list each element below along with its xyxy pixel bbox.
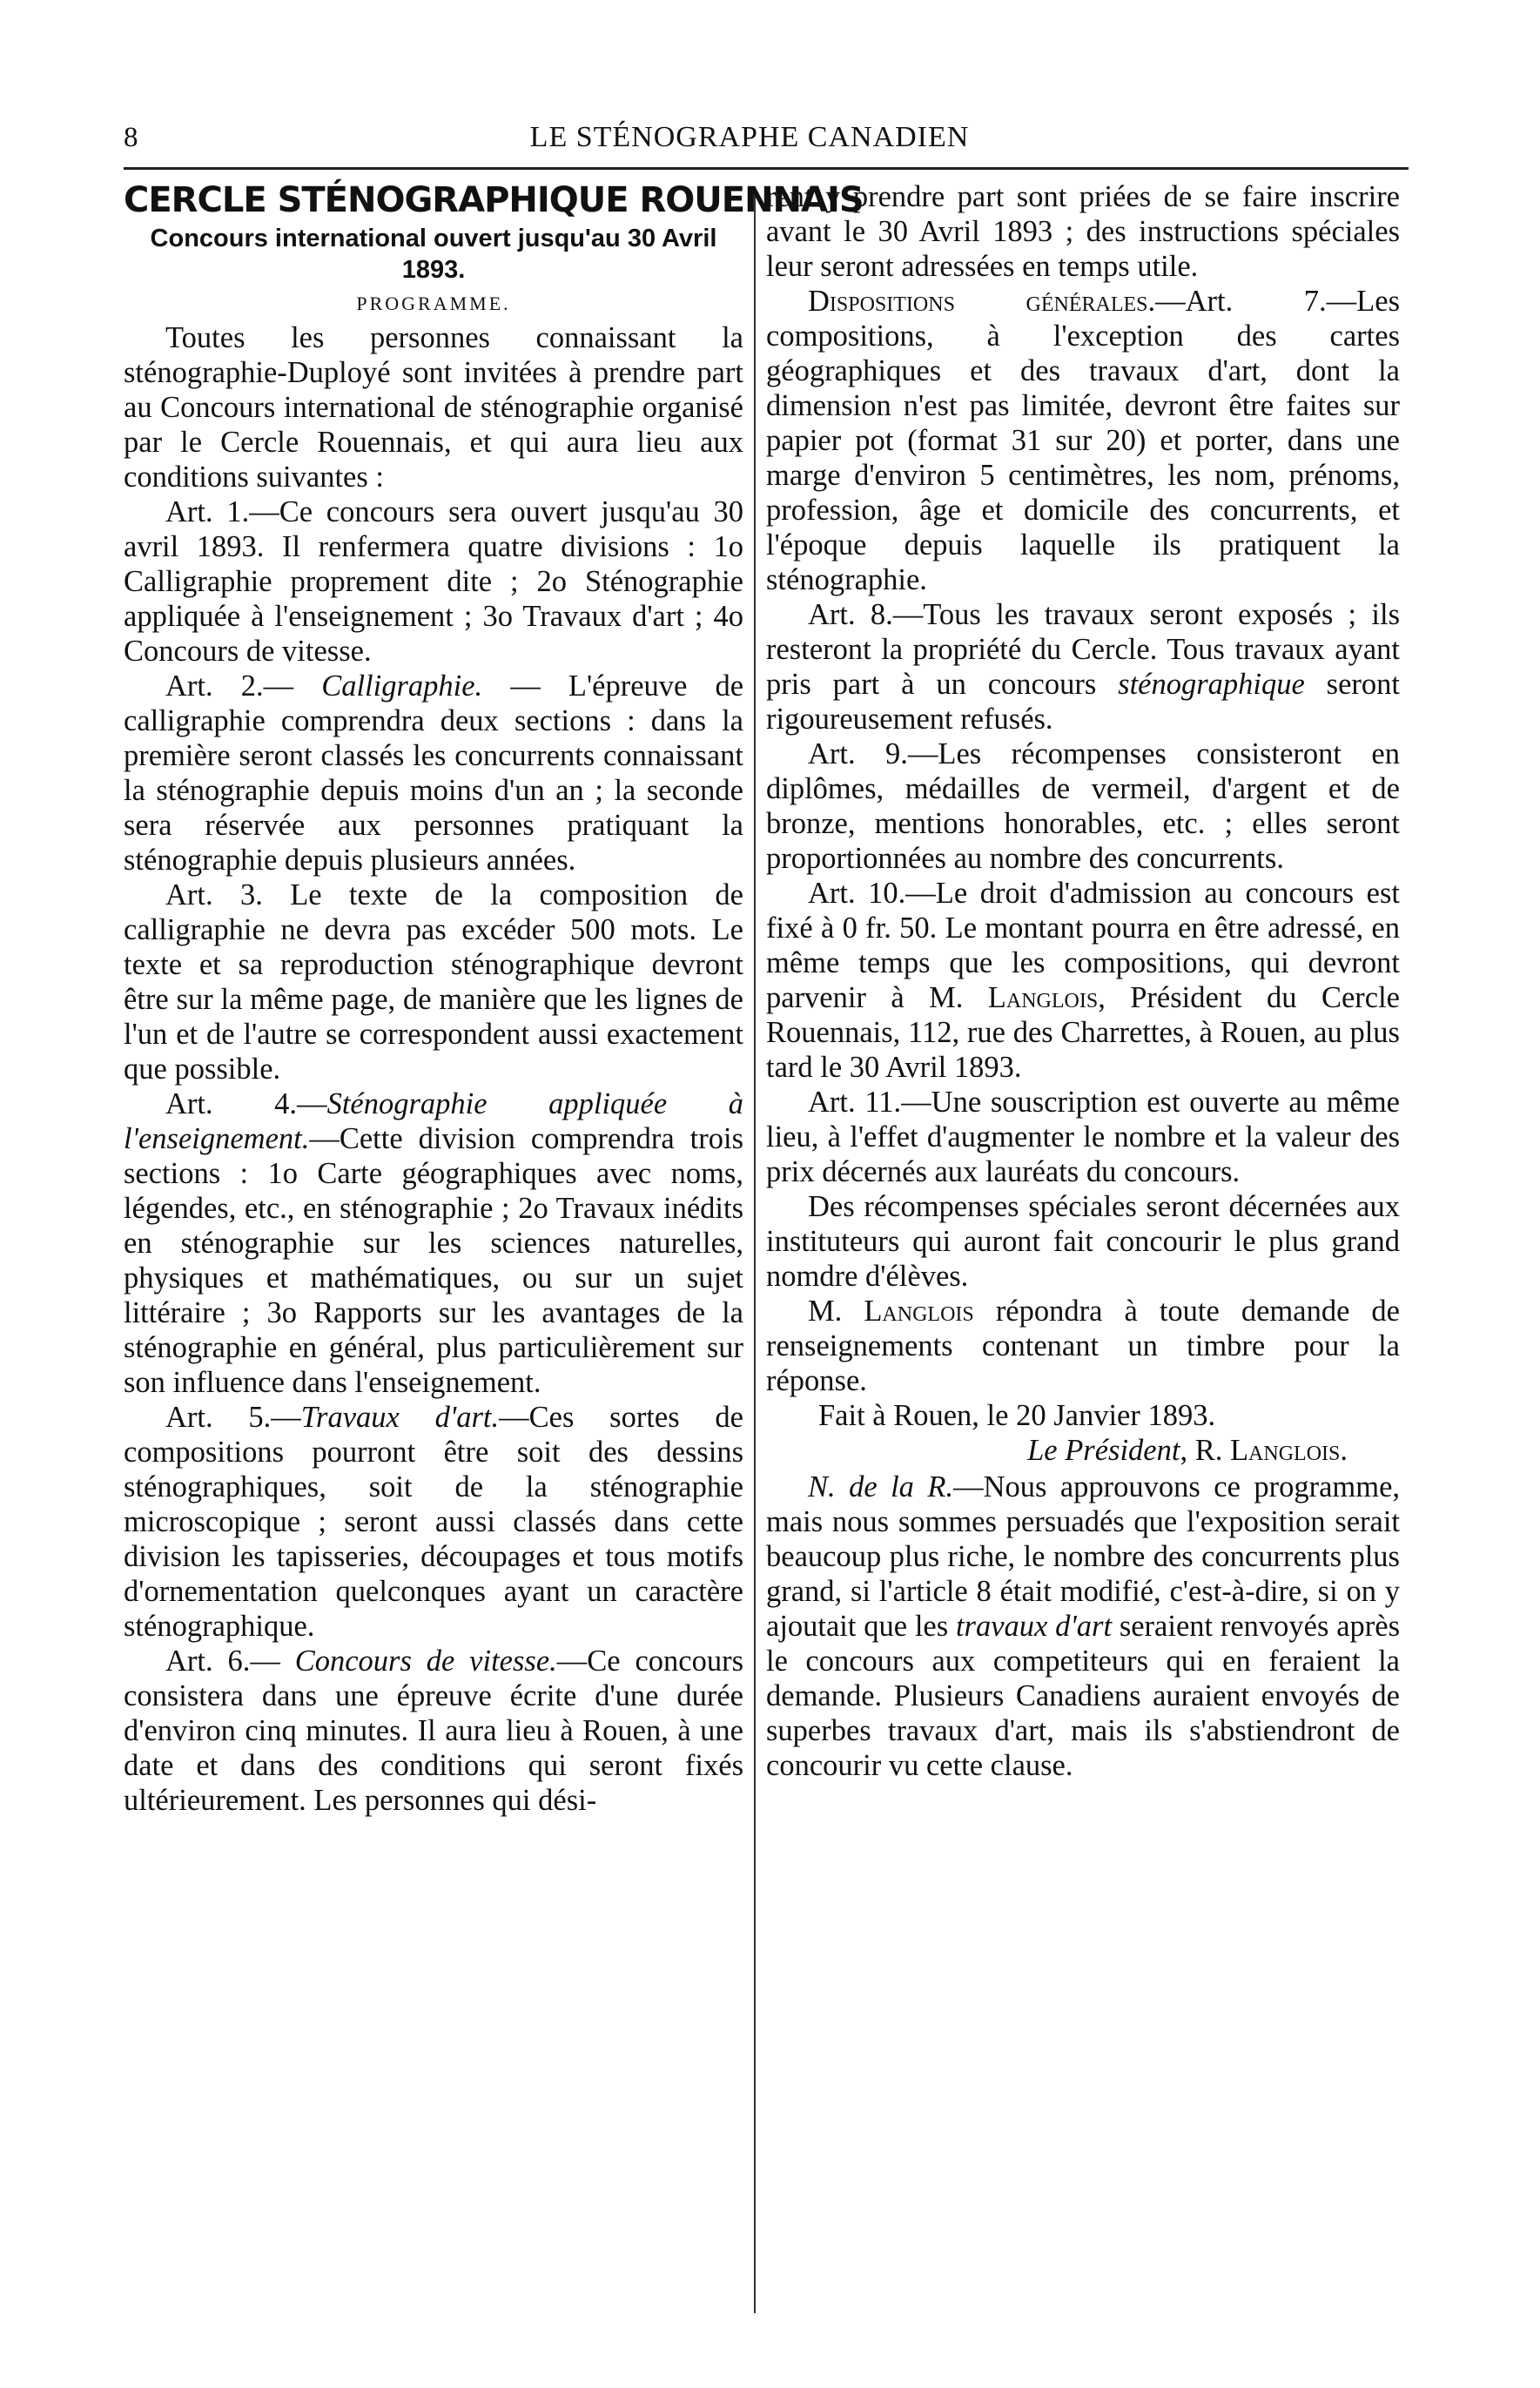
article-4-label: Art. 4.— — [165, 1087, 327, 1120]
article-10-name: Langlois — [987, 981, 1099, 1014]
page-number: 8 — [124, 122, 138, 153]
langlois-text-b: répondra à toute demande de renseignements contenant un timbre pour la réponse. — [766, 1295, 1400, 1397]
langlois-name: Langlois — [864, 1295, 974, 1328]
continued-paragraph: rent y prendre part sont priées de se faire inscrire avant le 30 Avril 1893 ; des instructions spéciales leur seront adressées en temps utile. — [766, 180, 1400, 283]
article-8-text-a: Art. 8.—Tous les travaux seront exposés ; ils resteront la propriété du Cercle. Tous travaux ayant pris part à un concours — [766, 598, 1400, 701]
article-1: Art. 1.—Ce concours sera ouvert jusqu'au 30 avril 1893. Il renfermera quatre divisions : 1o Calligraphie proprement dite ; 2o Sténographie appliquée à l'enseignement ; 3o Travaux d'art ; 4o Concours de vitesse. — [124, 495, 743, 668]
article-9: Art. 9.—Les récompenses consisteront en diplômes, médailles de vermeil, d'argent et de bronze, mentions honorables, etc. ; elles seront proportionnées au nombre des concurrents. — [766, 737, 1400, 875]
article-7 — [766, 284, 1400, 597]
intro-paragraph: Toutes les personnes connaissant la sténographie-Duployé sont invitées à prendre part au Concours international de sténographie organisé par le Cercle Rouennais, et qui aura lieu aux conditions suivantes : — [124, 321, 743, 494]
article-8-italic: sténographique — [1118, 668, 1305, 701]
article-10 — [766, 876, 1400, 1085]
article-6-text: —Ce concours consistera dans une épreuve écrite d'une durée d'environ cinq minutes. Il aura lieu à Rouen, à une date et dans des conditions qui seront fixés ultérieurement. Les personnes qui dési- — [124, 1645, 743, 1817]
right-column — [766, 179, 1400, 1783]
article-6 — [124, 1644, 743, 1818]
article-2-text: — L'épreuve de calligraphie comprendra deux sections : dans la première seront classés les concurrents connaissant la sténographie depuis moins d'un an ; la seconde sera réservée aux personnes pratiquant la sténographie depuis plusieurs années. — [124, 669, 744, 877]
editor-note-italic: travaux d'art — [955, 1610, 1113, 1643]
article-6-label: Art. 6.— — [165, 1645, 295, 1678]
page-header — [124, 120, 1375, 158]
langlois-text-a: M. — [808, 1295, 864, 1328]
dateline: Fait à Rouen, le 20 Janvier 1893. — [818, 1399, 1216, 1432]
article-3: Art. 3. Le texte de la composition de calligraphie ne devra pas excéder 500 mots. Le texte et sa reproduction sténographique devront être sur la même page, de manière que les lignes de l'un et de l'autre se correspondent aussi exactement que possible. — [124, 878, 743, 1086]
article-5 — [124, 1400, 743, 1644]
article-8-text-b: seront rigoureusement refusés. — [766, 668, 1400, 736]
article-subtitle: Concours international ouvert jusqu'au 30 Avril 1893. — [150, 225, 717, 284]
article-2-label: Art. 2.— — [165, 669, 322, 703]
signature — [766, 1433, 1400, 1468]
article-10-text-a: Art. 10.—Le droit d'admission au concours est fixé à 0 fr. 50. Le montant pourra en être adressé, en même temps que les compositions, qui devront parvenir à M. — [766, 877, 1400, 1014]
article-4-text: —Cette division comprendra trois sections : 1o Carte géographiques avec noms, légendes, etc., en sténographie ; 2o Travaux inédits en sténographie sur les sciences naturelles, physiques et mathématiques, ou sur un sujet littéraire ; 3o Rapports sur les avantages de la sténographie en général, plus particulièrement sur son influence dans l'enseignement. — [124, 1122, 743, 1399]
article-6-title: Concours de vitesse. — [294, 1645, 557, 1678]
general-provisions-label: Dispositions générales. — [808, 285, 1156, 318]
article-4-title: Sténographie appliquée à l'enseignement. — [124, 1087, 743, 1155]
signature-name: Langlois — [1229, 1434, 1341, 1467]
editor-note-label: N. de la R. — [808, 1470, 954, 1503]
signature-title: Le Président — [1027, 1434, 1180, 1467]
article-5-label: Art. 5.— — [165, 1401, 301, 1434]
article-8 — [766, 597, 1400, 737]
editor-note — [766, 1470, 1400, 1783]
left-column — [124, 179, 864, 1818]
header-rule — [124, 167, 1409, 170]
article-7-text: —Art. 7.—Les compositions, à l'exception des cartes géographiques et des travaux d'art, dont la dimension n'est pas limitée, devront être faites sur papier pot (format 31 sur 20) et porter, dans une marge d'environ 5 centimètres, les nom, prénoms, profession, âge et domicile des concurrents, et l'époque depuis laquelle ils pratiquent la sténographie. — [766, 285, 1400, 596]
programme-label: PROGRAMME. — [356, 293, 511, 314]
column-rule — [754, 186, 756, 2313]
signature-sep: , R. — [1180, 1434, 1230, 1467]
article-2-title: Calligraphie. — [321, 669, 483, 703]
running-title: LE STÉNOGRAPHE CANADIEN — [529, 121, 970, 153]
article-4 — [124, 1086, 743, 1400]
article-5-text: —Ces sortes de compositions pourront être soit des dessins sténographiques, soit de la sténographie microscopique ; seront aussi classés dans cette division les tapisseries, découpages et tous motifs d'ornementation quelconques ayant un caractère sténographique. — [124, 1401, 743, 1643]
langlois-paragraph — [766, 1294, 1400, 1398]
special-rewards-paragraph: Des récompenses spéciales seront décernées aux instituteurs qui auront fait concourir le plus grand nomdre d'élèves. — [766, 1190, 1400, 1293]
signature-end: . — [1340, 1434, 1348, 1467]
article-5-title: Travaux d'art. — [300, 1401, 500, 1434]
editor-note-text-b: seraient renvoyés après le concours aux competiteurs qui en feraient la demande. Plusieurs Canadiens auraient envoyés de superbes travaux d'art, mais ils s'abstiendront de concourir vu cette clause. — [766, 1610, 1400, 1782]
editor-note-text-a: —Nous approuvons ce programme, mais nous sommes persuadés que l'exposition serait beaucoup plus riche, le nombre des concurrents plus grand, si l'article 8 était modifié, c'est-à-dire, si on y ajoutait que les — [766, 1470, 1401, 1643]
article-11: Art. 11.—Une souscription est ouverte au même lieu, à l'effet d'augmenter le nombre et la valeur des prix décernés aux lauréats du concours. — [766, 1086, 1400, 1188]
article-10-text-b: , Président du Cercle Rouennais, 112, rue des Charrettes, à Rouen, au plus tard le 30 Avril 1893. — [766, 981, 1400, 1084]
article-title: CERCLE STÉNOGRAPHIQUE ROUENNAIS — [124, 180, 864, 220]
article-2 — [124, 669, 743, 878]
